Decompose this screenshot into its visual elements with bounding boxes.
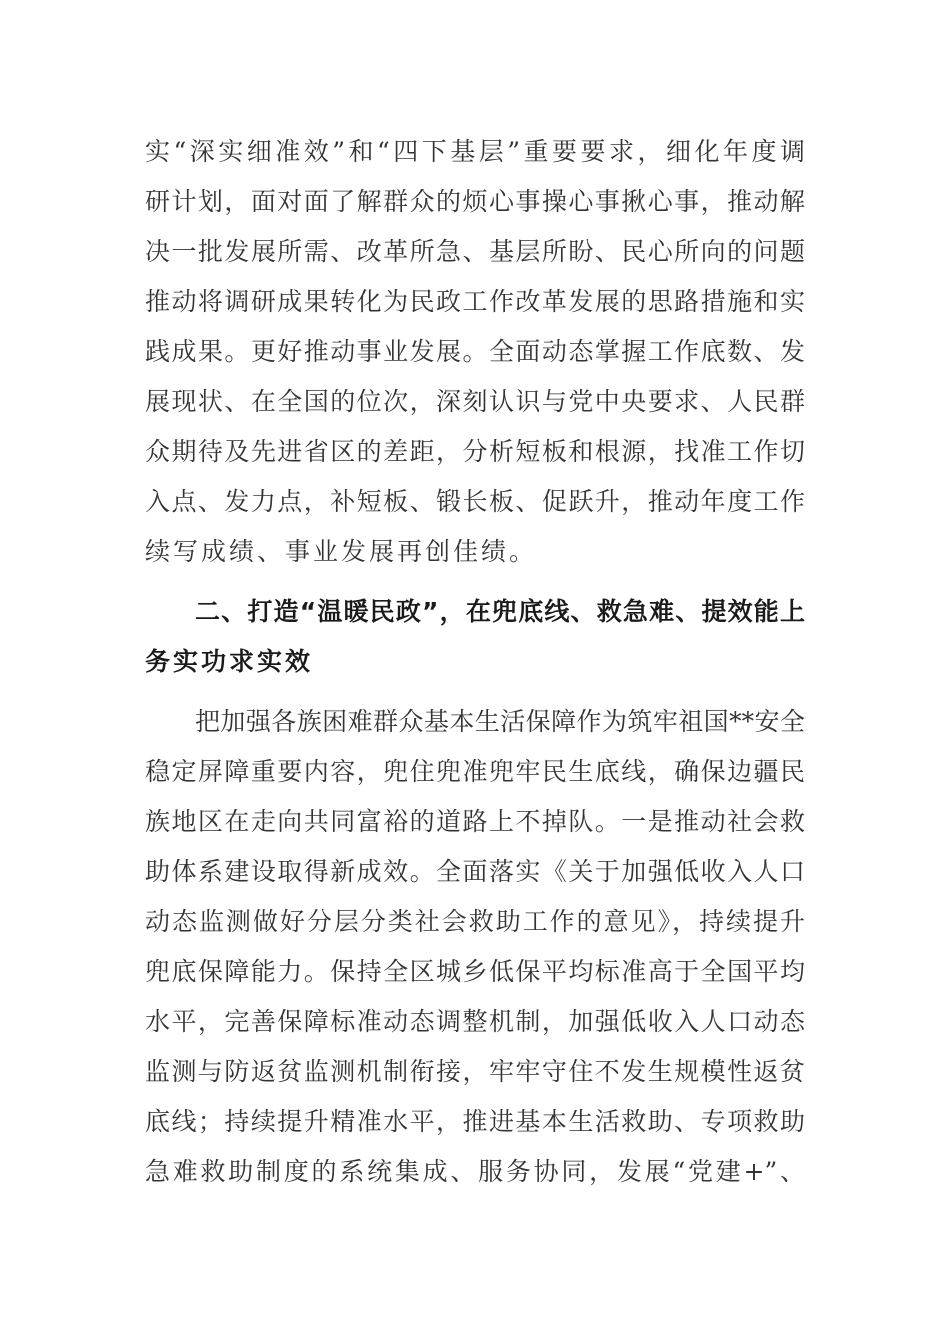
text-line: 水平，完善保障标准动态调整机制，加强低收入人口动态 [145, 1007, 805, 1036]
text-line: 续写成绩、事业发展再创佳绩。 [145, 537, 538, 566]
text-line: 急难救助制度的系统集成、服务协同，发展“党建+”、 [145, 1157, 805, 1186]
text-line: 族地区在走向共同富裕的道路上不掉队。一是推动社会救 [145, 807, 805, 836]
text-line: 稳定屏障重要内容，兜住兜准兜牢民生底线，确保边疆民 [145, 757, 805, 786]
text-line: 底线；持续提升精准水平，推进基本生活救助、专项救助 [145, 1107, 805, 1136]
text-line: 决一批发展所需、改革所急、基层所盼、民心所向的问题 [145, 237, 805, 266]
text-line: 把加强各族困难群众基本生活保障作为筑牢祖国**安全 [195, 707, 805, 736]
text-line: 助体系建设取得新成效。全面落实《关于加强低收入人口 [145, 857, 805, 886]
heading-line: 务实功求实效 [145, 647, 314, 676]
text-line: 众期待及先进省区的差距，分析短板和根源，找准工作切 [145, 437, 805, 466]
text-line: 展现状、在全国的位次，深刻认识与党中央要求、人民群 [145, 387, 805, 416]
text-line: 入点、发力点，补短板、锻长板、促跃升，推动年度工作 [145, 487, 805, 516]
text-line: 推动将调研成果转化为民政工作改革发展的思路措施和实 [145, 287, 805, 316]
text-line: 实“深实细准效”和“四下基层”重要要求，细化年度调 [145, 137, 805, 166]
text-line: 践成果。更好推动事业发展。全面动态掌握工作底数、发 [145, 337, 805, 366]
text-line: 动态监测做好分层分类社会救助工作的意见》，持续提升 [145, 907, 805, 936]
text-line: 研计划，面对面了解群众的烦心事操心事揪心事，推动解 [145, 187, 805, 216]
heading-line: 二、打造“温暖民政”，在兜底线、救急难、提效能上 [195, 597, 805, 626]
text-line: 监测与防返贫监测机制衔接，牢牢守住不发生规模性返贫 [145, 1057, 805, 1086]
text-line: 兜底保障能力。保持全区城乡低保平均标准高于全国平均 [145, 957, 805, 986]
